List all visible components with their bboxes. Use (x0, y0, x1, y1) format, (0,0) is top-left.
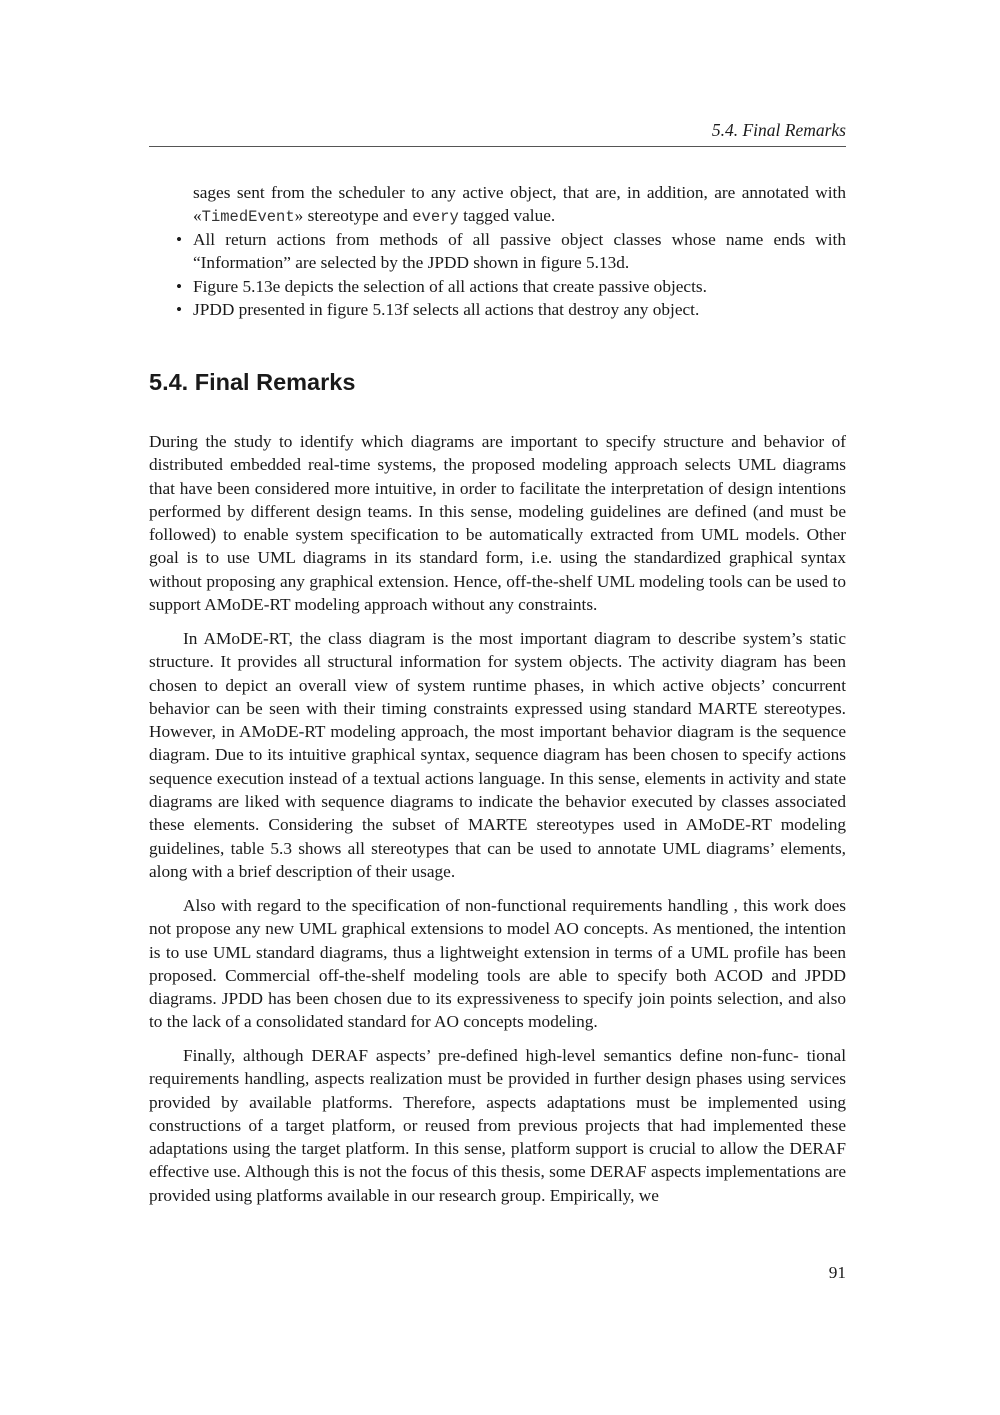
running-header-title: 5.4. Final Remarks (711, 120, 846, 140)
continuation-text-part1: sages sent from the scheduler to any active object, that are, in addition, are annotated with « (193, 183, 846, 226)
list-item (149, 228, 846, 275)
list-item-text: All return actions from methods of all passive object classes whose name ends with “Information” are selected by the JPDD shown in figure 5.13d. (193, 230, 846, 273)
list-item (149, 275, 846, 298)
continuation-text (193, 181, 846, 230)
paragraph: During the study to identify which diagrams are important to specify structure and behavior of distributed embedded real-time systems, the proposed modeling approach selects UML diagrams that have been considered more intuitive, in order to facilitate the interpretation of design intentions performed by different design teams. In this sense, modeling guidelines are defined (and must be followed) to enable system specification to be automatically extracted from UML models. Other goal is to use UML diagrams in its standard form, i.e. using the standardized graphical syntax without proposing any graphical extension. Hence, off-the-shelf UML modeling tools can be used to support AMoDE-RT modeling approach without any constraints. (149, 432, 846, 615)
paragraph: In AMoDE-RT, the class diagram is the most important diagram to describe system’s static structure. It provides all structural information for system objects. The activity diagram has been chosen to depict an overall view of system runtime phases, in which active objects’ concurrent behavior can be seen with their timing constraints expressed using standard MARTE stereotypes. However, in AMoDE-RT modeling approach, the most important behavior diagram is the sequence diagram. Due to its intuitive graphical syntax, sequence diagram has been chosen to specify actions sequence execution instead of a textual actions language. In this sense, elements in activity and state diagrams are liked with sequence diagrams to indicate the behavior executed by classes associated these elements. Considering the subset of MARTE stereotypes used in AMoDE-RT modeling guidelines, table 5.3 shows all stereotypes that can be used to annotate UML diagrams’ elements, along with a brief description of their usage. (149, 629, 846, 881)
paragraph: Finally, although DERAF aspects’ pre-defined high-level semantics define non-func- tional requirements handling, aspects realization must be provided in further design phases using services provided by available platforms. Therefore, aspects adaptations must be implemented using constructions of a target platform, or reused from previous projects that had implemented these adaptations using the target platform. In this sense, platform support is crucial to allow the DERAF effective use. Although this is not the focus of this thesis, some DERAF aspects implementations are provided using platforms available in our research group. Empirically, we (149, 1046, 846, 1205)
running-header (149, 118, 846, 147)
bullet-icon: • (176, 276, 183, 296)
bullet-icon: • (176, 230, 183, 249)
paragraph: Also with regard to the specification of non-functional requirements handling , this work does not propose any new UML graphical extensions to model AO concepts. As mentioned, the intention is to use UML standard diagrams, thus a lightweight extension in terms of a UML profile has been proposed. Commercial off-the-shelf modeling tools are able to specify both ACOD and JPDD diagrams. JPDD has been chosen due to its expressiveness to specify join points selection, and also to the lack of a consolidated standard for AO concepts modeling. (149, 896, 846, 1032)
list-item-text: JPDD presented in figure 5.13f selects all actions that destroy any object. (193, 299, 700, 319)
tagged-value-code: every (412, 208, 459, 227)
section-title: 5.4. Final Remarks (149, 369, 356, 395)
bullet-list (149, 228, 846, 321)
page-number: 91 (828, 1263, 846, 1282)
list-item (149, 298, 846, 321)
continuation-text-part2: » stereotype and (294, 206, 413, 226)
continuation-text-part3: tagged value. (458, 206, 556, 226)
stereotype-code: TimedEvent (201, 208, 295, 227)
bullet-icon: • (176, 299, 183, 319)
list-item-text: Figure 5.13e depicts the selection of all actions that create passive objects. (193, 276, 707, 296)
